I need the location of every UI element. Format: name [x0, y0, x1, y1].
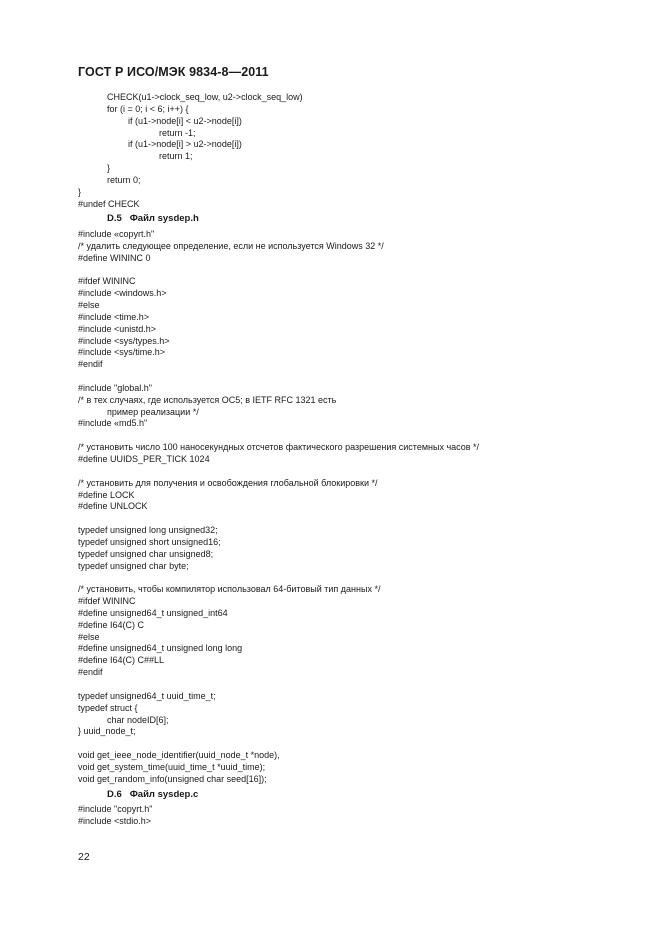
- code-line: #include «md5.h": [78, 418, 148, 429]
- code-line: #ifdef WININC: [78, 276, 136, 287]
- code-line: #include <windows.h>: [78, 288, 167, 299]
- code-line: #include <unistd.h>: [78, 323, 157, 334]
- blank-line: [78, 679, 598, 691]
- code-line: for (i = 0; i < 6; i++) {: [107, 103, 189, 114]
- code-line: void get_random_info(unsigned char seed[16]);: [78, 773, 267, 784]
- blank-line: [78, 430, 598, 442]
- code-line: /* установить для получения и освобождения глобальной блокировки */: [78, 477, 378, 488]
- code-line: пример реализации */: [107, 406, 199, 417]
- code-line: typedef struct {: [78, 702, 138, 713]
- code-line: #include <time.h>: [78, 311, 150, 322]
- page-number: 22: [78, 851, 90, 863]
- code-line: return 0;: [107, 174, 141, 185]
- code-line: #include "copyrt.h": [78, 804, 153, 815]
- code-line: #define I64(C) C: [78, 619, 145, 630]
- code-line: void get_system_time(uuid_time_t *uuid_time);: [78, 761, 266, 772]
- code-line: #include «copyrt.h": [78, 228, 155, 239]
- code-line: char nodeID[6];: [107, 714, 169, 725]
- code-listing: [78, 92, 598, 828]
- code-line: typedef unsigned char byte;: [78, 560, 189, 571]
- code-line: /* удалить следующее определение, если не используется Windows 32 */: [78, 240, 384, 251]
- code-line: } uuid_node_t;: [78, 726, 136, 737]
- code-line: #include <sys/time.h>: [78, 347, 166, 358]
- code-line: /* установить, чтобы компилятор использовал 64-битовый тип данных */: [78, 584, 381, 595]
- code-line: return -1;: [159, 127, 196, 138]
- code-line: void get_ieee_node_identifier(uuid_node_t *node),: [78, 750, 280, 761]
- code-line: /* в тех случаях, где используется OC5; в IETF RFC 1321 есть: [78, 394, 337, 405]
- code-line: #define LOCK: [78, 489, 135, 500]
- code-line: CHECK(u1->clock_seq_low, u2->clock_seq_low): [107, 92, 303, 102]
- code-line: /* установить число 100 наносекундных отсчетов фактического разрешения системных часов */: [78, 442, 480, 453]
- code-line: #include <stdio.h>: [78, 815, 152, 826]
- code-line: typedef unsigned long unsigned32;: [78, 525, 218, 536]
- code-line: #include "global.h": [78, 382, 152, 393]
- code-line: #define UNLOCK: [78, 501, 148, 512]
- blank-line: [78, 466, 598, 478]
- code-line: #define UUIDS_PER_TICK 1024: [78, 453, 210, 464]
- code-line: typedef unsigned64_t uuid_time_t;: [78, 690, 216, 701]
- code-line: return 1;: [159, 151, 193, 162]
- blank-line: [78, 572, 598, 584]
- code-line: #ifdef WININC: [78, 596, 136, 607]
- code-line: if (u1->node[i] < u2->node[i]): [128, 115, 242, 126]
- code-line: typedef unsigned short unsigned16;: [78, 536, 221, 547]
- code-line: #endif: [78, 667, 103, 678]
- section-heading: D.5 Файл sysdep.h: [107, 213, 199, 225]
- code-line: #else: [78, 300, 100, 310]
- code-line: }: [107, 163, 111, 174]
- code-line: #define unsigned64_t unsigned_int64: [78, 607, 228, 618]
- code-line: #else: [78, 631, 100, 642]
- code-line: }: [78, 186, 82, 197]
- code-line: typedef unsigned char unsigned8;: [78, 548, 214, 559]
- blank-line: [78, 371, 598, 383]
- code-line: #include <sys/types.h>: [78, 335, 170, 346]
- blank-line: [78, 264, 598, 276]
- blank-line: [78, 513, 598, 525]
- code-line: if (u1->node[i] > u2->node[i]): [128, 139, 242, 150]
- code-line: #define unsigned64_t unsigned long long: [78, 643, 243, 654]
- code-line: #define WININC 0: [78, 252, 151, 263]
- page-header: ГОСТ Р ИСО/МЭК 9834-8—2011: [78, 65, 269, 79]
- code-line: #endif: [78, 359, 103, 370]
- section-heading: D.6 Файл sysdep.c: [107, 788, 199, 800]
- blank-line: [78, 738, 598, 750]
- code-line: #define I64(C) C##LL: [78, 655, 165, 666]
- code-line: #undef CHECK: [78, 198, 140, 209]
